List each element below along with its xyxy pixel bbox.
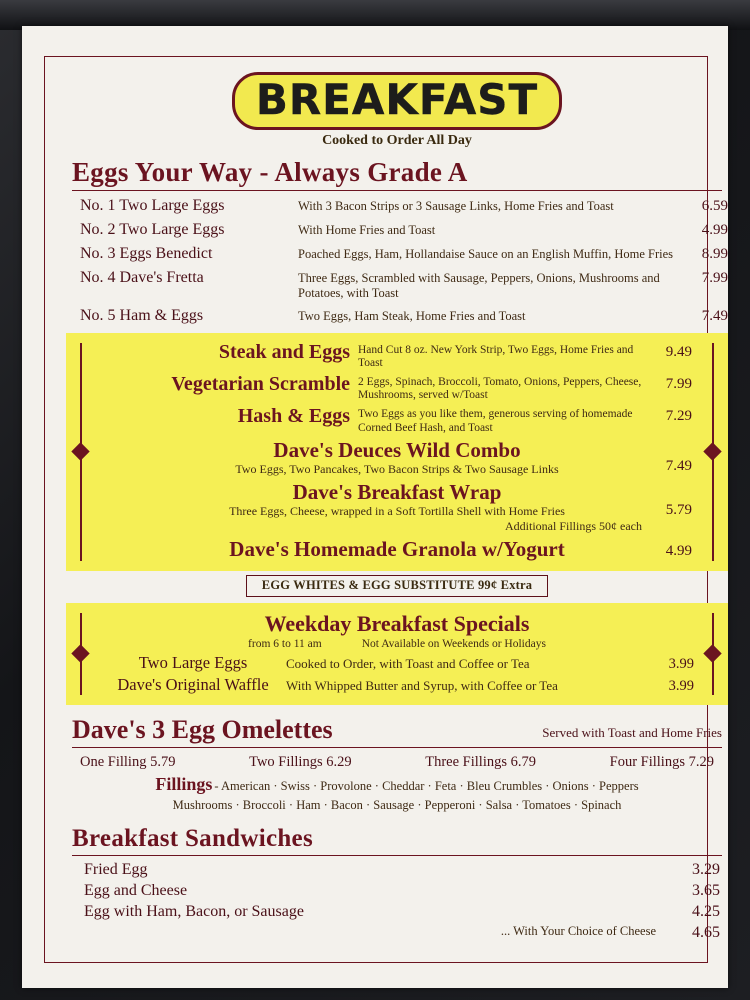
item-name: Egg with Ham, Bacon, or Sausage (84, 903, 304, 921)
section-heading-eggs: Eggs Your Way - Always Grade A (72, 157, 722, 191)
specials-item-list (102, 341, 692, 562)
item-price: 8.99 (701, 246, 728, 262)
menu-item-row (66, 269, 728, 301)
diamond-ornament-left (74, 613, 88, 695)
item-name: Two Large Eggs (138, 653, 248, 673)
item-price: 3.99 (668, 678, 694, 695)
menu-item-row (102, 341, 692, 370)
section-heading-omelettes-row (72, 715, 722, 748)
item-price: 7.99 (665, 375, 692, 392)
menu-item-row (66, 924, 728, 942)
sandwich-cheese-note: ... With Your Choice of Cheese (500, 924, 656, 939)
menu-item-row (66, 903, 728, 921)
item-name: No. 3 Eggs Benedict (80, 245, 213, 262)
item-name: Steak and Eggs (218, 340, 350, 363)
section-heading-omelettes: Dave's 3 Egg Omelettes (72, 715, 333, 745)
item-name: No. 5 Ham & Eggs (80, 306, 204, 324)
section-heading-sandwiches: Breakfast Sandwiches (72, 825, 722, 856)
egg-substitute-note: EGG WHITES & EGG SUBSTITUTE 99¢ Extra (246, 575, 548, 597)
item-description: Three Eggs, Cheese, wrapped in a Soft Tortilla Shell with Home Fries (229, 504, 565, 519)
item-name: Hash & Eggs (237, 405, 350, 428)
eggs-item-list (66, 197, 728, 325)
omelette-fillings (76, 773, 718, 813)
diamond-ornament-left (74, 343, 88, 562)
item-name: Fried Egg (84, 861, 148, 879)
item-description-extra: Additional Fillings 50¢ each (505, 518, 642, 533)
menu-item-row (100, 675, 694, 695)
filling-count-three: Three Fillings 6.79 (425, 754, 536, 771)
menu-item-row (66, 882, 728, 900)
item-name: No. 1 Two Large Eggs (80, 197, 225, 214)
item-description: Cooked to Order, with Toast and Coffee or Tea (286, 656, 530, 672)
item-name: No. 4 Dave's Fretta (80, 269, 204, 286)
item-description: Three Eggs, Scrambled with Sausage, Peppers, Onions, Mushrooms and Potatoes, with Toast (298, 271, 660, 300)
omelettes-served-note: Served with Toast and Home Fries (542, 725, 722, 741)
item-description: With 3 Bacon Strips or 3 Sausage Links, Home Fries and Toast (298, 199, 614, 213)
omelette-filling-prices (80, 754, 714, 771)
menu-page (22, 26, 728, 988)
sandwich-item-list (66, 861, 728, 942)
item-name: Dave's Breakfast Wrap (292, 480, 502, 505)
item-price: 7.29 (665, 408, 692, 425)
item-name: Dave's Homemade Granola w/Yogurt (229, 537, 565, 562)
item-description: Hand Cut 8 oz. New York Strip, Two Eggs, Home Fries and Toast (358, 343, 634, 369)
item-description: Two Eggs, Ham Steak, Home Fries and Toast (298, 308, 526, 323)
item-price: 4.65 (692, 924, 720, 942)
item-description: With Home Fries and Toast (298, 223, 436, 237)
fillings-label: Fillings (155, 774, 213, 795)
item-name: Dave's Deuces Wild Combo (273, 437, 521, 462)
item-price: 9.49 (665, 343, 692, 360)
item-price: 3.29 (692, 861, 720, 879)
menu-item-row (102, 373, 692, 402)
fillings-line-2: Mushrooms · Broccoli · Ham · Bacon · Sausage · Pepperoni · Salsa · Tomatoes · Spinach (172, 797, 622, 812)
menu-item-row (66, 221, 728, 239)
weekday-notes (76, 638, 718, 650)
fillings-line-1: - American · Swiss · Provolone · Cheddar · Feta · Bleu Crumbles · Onions · Peppers (214, 779, 639, 794)
menu-item-row (66, 861, 728, 879)
highlight-specials-box (66, 333, 728, 572)
page-title: BREAKFAST (255, 75, 539, 124)
item-name: No. 2 Two Large Eggs (80, 221, 225, 238)
filling-count-two: Two Fillings 6.29 (249, 754, 352, 771)
item-price: 5.79 (665, 502, 692, 519)
menu-item-row (102, 537, 692, 561)
highlight-weekday-box (66, 603, 728, 705)
item-name: Dave's Original Waffle (117, 675, 269, 695)
item-name: Vegetarian Scramble (171, 372, 350, 395)
item-price: 4.99 (665, 543, 692, 560)
item-description: Poached Eggs, Ham, Hollandaise Sauce on an English Muffin, Home Fries (298, 247, 674, 261)
item-description: With Whipped Butter and Syrup, with Coffee or Tea (286, 678, 558, 694)
menu-item-row (102, 405, 692, 434)
item-price: 7.99 (701, 270, 728, 286)
item-name: Egg and Cheese (84, 882, 188, 900)
item-description: Two Eggs as you like them, generous serving of homemade Corned Beef Hash, and Toast (358, 408, 633, 434)
item-price: 7.49 (701, 307, 728, 324)
item-price: 3.99 (668, 656, 694, 673)
item-price: 3.65 (692, 882, 720, 900)
menu-item-row (66, 245, 728, 263)
item-price: 7.49 (665, 458, 692, 475)
menu-item-row (100, 653, 694, 673)
menu-item-row (66, 197, 728, 215)
diamond-ornament-right (706, 613, 720, 695)
filling-count-one: One Filling 5.79 (80, 754, 176, 771)
item-description: Two Eggs, Two Pancakes, Two Bacon Strips & Two Sausage Links (235, 461, 559, 476)
item-price: 4.99 (701, 222, 728, 238)
item-price: 6.59 (701, 198, 728, 214)
item-price: 4.25 (692, 903, 720, 921)
diamond-ornament-right (706, 343, 720, 562)
title-badge (232, 72, 562, 130)
weekday-availability: Not Available on Weekends or Holidays (361, 638, 546, 651)
weekday-hours: from 6 to 11 am (248, 638, 322, 651)
subtitle: Cooked to Order All Day (322, 133, 472, 148)
filling-count-four: Four Fillings 7.29 (609, 754, 714, 771)
menu-item-row (102, 438, 692, 477)
menu-content (66, 68, 728, 988)
menu-item-row (102, 480, 692, 533)
item-description: 2 Eggs, Spinach, Broccoli, Tomato, Onions, Peppers, Cheese, Mushrooms, served w/Toast (358, 375, 642, 402)
section-heading-weekday: Weekday Breakfast Specials (264, 611, 530, 637)
title-block (232, 72, 562, 130)
menu-item-row (66, 307, 728, 325)
